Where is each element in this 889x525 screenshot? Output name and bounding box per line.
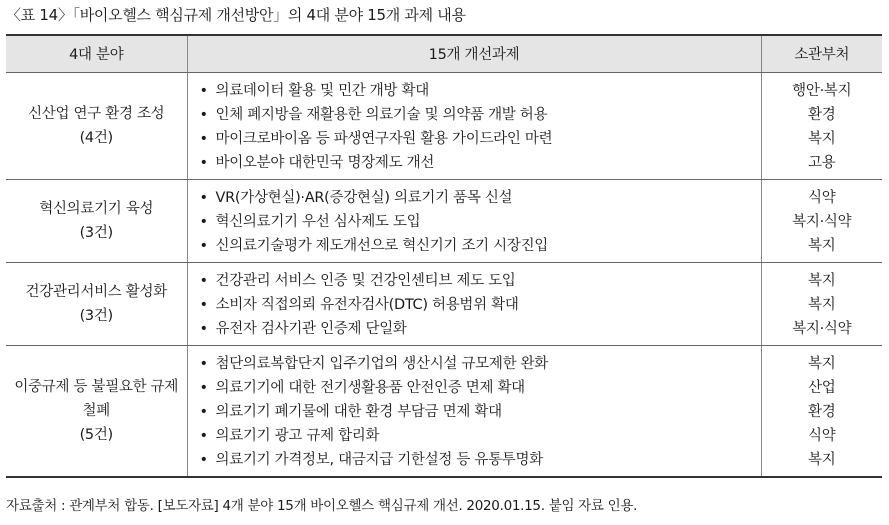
task-item [200, 103, 761, 127]
regulation-table [6, 34, 882, 478]
task-text: 소비자 직접의뢰 유전자검사(DTC) 허용범위 확대 [215, 296, 519, 313]
task-item [200, 352, 761, 376]
task-item [200, 127, 761, 151]
source-note: 자료출처 : 관계부처 합동. [보도자료] 4개 분야 15개 바이오헬스 핵심규제 개선. 2020.01.15. 붙임 자료 인용. [6, 498, 638, 514]
dept-item: 행안·복지 [792, 82, 852, 99]
bullet-icon: • [199, 272, 208, 289]
table-row [6, 72, 882, 179]
table-row [6, 345, 882, 477]
task-item [200, 151, 761, 175]
task-text: 의료데이터 활용 및 민간 개방 확대 [215, 82, 429, 99]
task-text: 유전자 검사기관 인증제 단일화 [215, 320, 407, 337]
dept-list [762, 73, 883, 179]
task-item [200, 210, 761, 234]
task-text: 의료기기 가격정보, 대금지급 기한설정 등 유통투명화 [215, 451, 543, 468]
task-text: 의료기기 광고 규제 합리화 [215, 427, 380, 444]
table-row [6, 179, 882, 262]
task-text: 바이오분야 대한민국 명장제도 개선 [215, 154, 435, 171]
area-cell [6, 72, 187, 179]
task-text: 건강관리 서비스 인증 및 건강인센티브 제도 도입 [215, 272, 516, 289]
table-caption: 〈표 14〉「바이오헬스 핵심규제 개선방안」의 4대 분야 15개 과제 내용 [6, 6, 466, 24]
bullet-icon: • [199, 320, 208, 337]
task-item [200, 317, 761, 341]
task-list [188, 180, 761, 262]
task-text: 인체 폐지방을 재활용한 의료기술 및 의약품 개발 허용 [215, 106, 548, 123]
dept-list [762, 346, 883, 476]
area-count: (3건) [79, 307, 113, 324]
area-count: (4건) [79, 129, 113, 146]
dept-item: 환경 [808, 403, 836, 420]
area-cell [6, 262, 187, 345]
dept-cell [761, 179, 882, 262]
dept-item: 복지·식약 [792, 213, 852, 230]
bullet-icon: • [199, 82, 208, 99]
dept-item: 복지 [808, 272, 836, 289]
bullet-icon: • [199, 427, 208, 444]
header-tasks: 15개 개선과제 [187, 35, 761, 72]
task-item [200, 448, 761, 472]
table-row [6, 262, 882, 345]
task-text: 의료기기에 대한 전기생활용품 안전인증 면제 확대 [215, 379, 525, 396]
bullet-icon: • [199, 451, 208, 468]
dept-item: 복지 [808, 130, 836, 147]
task-item [200, 293, 761, 317]
bullet-icon: • [199, 154, 208, 171]
task-text: 혁신의료기기 우선 심사제도 도입 [215, 213, 421, 230]
bullet-icon: • [199, 189, 208, 206]
bullet-icon: • [199, 106, 208, 123]
bullet-icon: • [199, 237, 208, 254]
task-text: 신의료기술평가 제도개선으로 혁신기기 조기 시장진입 [215, 237, 548, 254]
tasks-cell [187, 179, 761, 262]
bullet-icon: • [199, 355, 208, 372]
table-header-row [6, 35, 882, 72]
bullet-icon: • [199, 130, 208, 147]
area-name: 신산업 연구 환경 조성 [28, 105, 165, 122]
area-count: (3건) [79, 224, 113, 241]
task-item [200, 400, 761, 424]
dept-item: 식약 [808, 427, 836, 444]
tasks-cell [187, 262, 761, 345]
area-cell [6, 179, 187, 262]
task-list [188, 73, 761, 179]
header-area: 4대 분야 [6, 35, 187, 72]
area-name: 건강관리서비스 활성화 [25, 283, 167, 300]
task-item [200, 79, 761, 103]
area-name: 혁신의료기기 육성 [39, 200, 154, 217]
area-name: 이중규제 등 불필요한 규제 철폐 [14, 378, 179, 419]
dept-cell [761, 262, 882, 345]
task-list [188, 346, 761, 476]
task-text: 마이크로바이옴 등 파생연구자원 활용 가이드라인 마련 [215, 130, 553, 147]
task-item [200, 269, 761, 293]
dept-cell [761, 72, 882, 179]
tasks-cell [187, 345, 761, 477]
dept-item: 복지 [808, 296, 836, 313]
task-item [200, 424, 761, 448]
task-list [188, 263, 761, 345]
dept-list [762, 180, 883, 262]
area-count: (5건) [79, 426, 113, 443]
bullet-icon: • [199, 213, 208, 230]
dept-item: 복지 [808, 451, 836, 468]
task-text: 첨단의료복합단지 입주기업의 생산시설 규모제한 완화 [215, 355, 548, 372]
dept-item: 산업 [808, 379, 836, 396]
header-dept: 소관부처 [761, 35, 882, 72]
bullet-icon: • [199, 296, 208, 313]
dept-item: 복지 [808, 237, 836, 254]
bullet-icon: • [199, 379, 208, 396]
dept-item: 식약 [808, 189, 836, 206]
dept-item: 고용 [808, 154, 836, 171]
task-item [200, 376, 761, 400]
task-item [200, 186, 761, 210]
dept-item: 복지·식약 [792, 320, 852, 337]
dept-cell [761, 345, 882, 477]
task-text: 의료기기 폐기물에 대한 환경 부담금 면제 확대 [215, 403, 502, 420]
dept-item: 복지 [808, 355, 836, 372]
area-cell [6, 345, 187, 477]
dept-item: 환경 [808, 106, 836, 123]
task-item [200, 234, 761, 258]
task-text: VR(가상현실)·AR(증강현실) 의료기기 품목 신설 [215, 189, 513, 206]
bullet-icon: • [199, 403, 208, 420]
dept-list [762, 263, 883, 345]
tasks-cell [187, 72, 761, 179]
